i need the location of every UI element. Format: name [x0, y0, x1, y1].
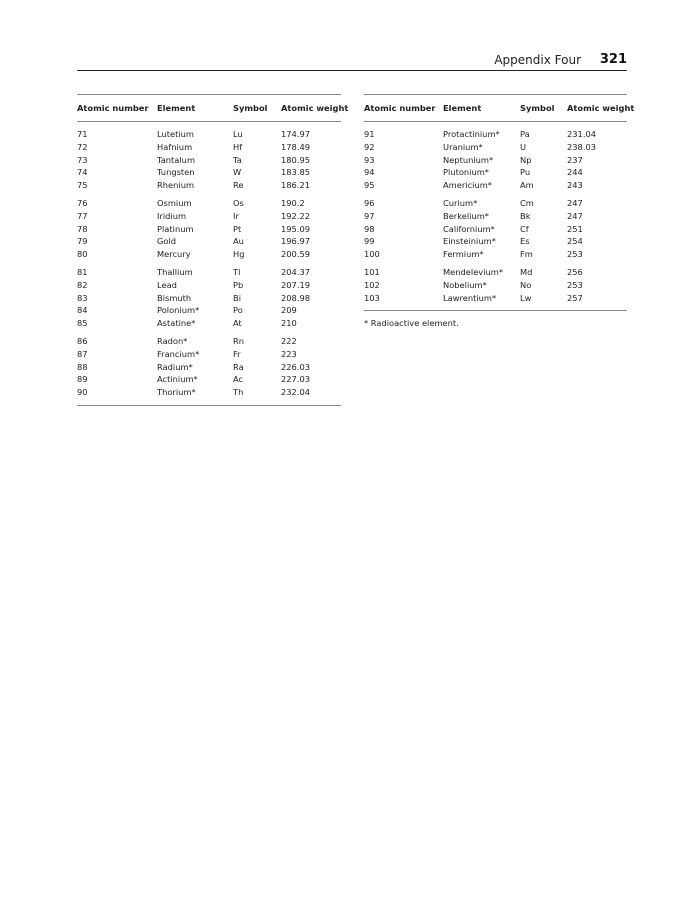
atomic-number-cell: 88 [77, 361, 88, 372]
element-cell: Gold [157, 236, 177, 247]
header-symbol: Symbol [520, 103, 555, 113]
element-cell: Astatine* [157, 318, 196, 329]
element-cell: Lawrentium* [443, 292, 497, 303]
element-cell: Mercury [157, 249, 191, 260]
table-row [77, 236, 341, 249]
table-row [77, 387, 341, 400]
atomic-weight-cell: 256 [567, 266, 583, 277]
symbol-cell: Hg [233, 249, 245, 260]
atomic-number-cell: 81 [77, 266, 88, 277]
table-row [77, 211, 341, 224]
table-row [364, 267, 627, 280]
symbol-cell: No [520, 279, 532, 290]
atomic-weight-cell: 186.21 [281, 180, 311, 191]
symbol-cell: Pt [233, 223, 242, 234]
atomic-weight-cell: 238.03 [567, 141, 597, 152]
table-body [77, 122, 341, 400]
table-row [364, 249, 627, 262]
row-group [77, 336, 341, 400]
atomic-number-cell: 87 [77, 348, 88, 359]
table-row [77, 129, 341, 142]
table-row [364, 129, 627, 142]
element-cell: Thorium* [157, 387, 196, 398]
table-header [364, 95, 635, 122]
atomic-weight-cell: 196.97 [281, 236, 311, 247]
symbol-cell: Cm [520, 197, 534, 208]
element-cell: Neptunium* [443, 154, 494, 165]
table-row [364, 211, 627, 224]
element-cell: Actinium* [157, 374, 198, 385]
atomic-number-cell: 102 [364, 279, 380, 290]
header-atomic-number: Atomic number [364, 103, 436, 113]
element-cell: Tantalum [157, 154, 196, 165]
atomic-number-cell: 84 [77, 305, 88, 316]
symbol-cell: Ra [233, 361, 244, 372]
atomic-weight-cell: 204.37 [281, 266, 311, 277]
element-cell: Tungsten [157, 167, 195, 178]
atomic-number-cell: 83 [77, 292, 88, 303]
element-cell: Lutetium [157, 129, 194, 139]
atomic-weight-cell: 247 [567, 197, 583, 208]
table-row [364, 142, 627, 155]
atomic-number-cell: 89 [77, 374, 88, 385]
table-bottom-rule [77, 405, 341, 406]
table-row [77, 280, 341, 293]
atomic-weight-cell: 174.97 [281, 129, 311, 139]
atomic-number-cell: 74 [77, 167, 88, 178]
atomic-number-cell: 90 [77, 387, 88, 398]
table-row [77, 142, 341, 155]
header-atomic-number: Atomic number [77, 103, 149, 113]
atomic-number-cell: 91 [364, 129, 375, 139]
element-cell: Polonium* [157, 305, 200, 316]
element-cell: Osmium [157, 197, 192, 208]
symbol-cell: Cf [520, 223, 529, 234]
atomic-weight-cell: 227.03 [281, 374, 311, 385]
element-cell: Radon* [157, 335, 188, 346]
atomic-number-cell: 80 [77, 249, 88, 260]
element-table-right [364, 94, 635, 329]
element-cell: Fermium* [443, 249, 484, 260]
atomic-number-cell: 71 [77, 129, 88, 139]
atomic-number-cell: 92 [364, 141, 375, 152]
row-group [364, 267, 627, 305]
atomic-number-cell: 73 [77, 154, 88, 165]
atomic-weight-cell: 195.09 [281, 223, 311, 234]
atomic-weight-cell: 180.95 [281, 154, 311, 165]
symbol-cell: Ta [233, 154, 242, 165]
atomic-weight-cell: 243 [567, 180, 583, 191]
table-row [77, 180, 341, 193]
atomic-number-cell: 100 [364, 249, 380, 260]
symbol-cell: Bi [233, 292, 241, 303]
table-row [77, 198, 341, 211]
atomic-weight-cell: 222 [281, 335, 297, 346]
symbol-cell: Lu [233, 129, 243, 139]
atomic-weight-cell: 200.59 [281, 249, 311, 260]
table-row [77, 305, 341, 318]
symbol-cell: At [233, 318, 242, 329]
row-group [77, 198, 341, 262]
symbol-cell: Rn [233, 335, 245, 346]
symbol-cell: Po [233, 305, 243, 316]
table-row [77, 155, 341, 168]
atomic-number-cell: 77 [77, 210, 88, 221]
table-row [364, 280, 627, 293]
table-bottom-rule [364, 310, 627, 311]
row-group [364, 198, 627, 262]
element-cell: Thallium [157, 266, 193, 277]
atomic-weight-cell: 254 [567, 236, 583, 247]
atomic-number-cell: 101 [364, 266, 380, 277]
symbol-cell: Os [233, 197, 244, 208]
element-cell: Nobelium* [443, 279, 487, 290]
atomic-number-cell: 79 [77, 236, 88, 247]
table-row [364, 293, 627, 306]
header-symbol: Symbol [233, 103, 268, 113]
atomic-number-cell: 96 [364, 197, 375, 208]
table-row [77, 249, 341, 262]
element-cell: Plutonium* [443, 167, 489, 178]
symbol-cell: Am [520, 180, 534, 191]
atomic-weight-cell: 210 [281, 318, 297, 329]
element-cell: Radium* [157, 361, 193, 372]
atomic-number-cell: 72 [77, 141, 88, 152]
atomic-weight-cell: 232.04 [281, 387, 311, 398]
atomic-weight-cell: 253 [567, 249, 583, 260]
element-cell: Iridium [157, 210, 187, 221]
header-element: Element [443, 103, 482, 113]
table-row [77, 349, 341, 362]
table-row [364, 236, 627, 249]
atomic-number-cell: 97 [364, 210, 375, 221]
table-row [77, 362, 341, 375]
atomic-number-cell: 78 [77, 223, 88, 234]
element-cell: Uranium* [443, 141, 483, 152]
atomic-weight-cell: 208.98 [281, 292, 311, 303]
atomic-number-cell: 76 [77, 197, 88, 208]
running-head [77, 51, 627, 69]
atomic-weight-cell: 192.22 [281, 210, 311, 221]
table-row [77, 318, 341, 331]
atomic-number-cell: 82 [77, 279, 88, 290]
table-row [364, 224, 627, 237]
table-row [364, 180, 627, 193]
symbol-cell: Th [233, 387, 244, 398]
table-row [364, 198, 627, 211]
element-table-left [77, 94, 349, 406]
symbol-cell: Ir [233, 210, 239, 221]
symbol-cell: Pa [520, 129, 530, 139]
symbol-cell: Lw [520, 292, 532, 303]
symbol-cell: Pb [233, 279, 244, 290]
atomic-weight-cell: 178.49 [281, 141, 311, 152]
table-header [77, 95, 349, 122]
table-body [364, 122, 627, 305]
atomic-number-cell: 85 [77, 318, 88, 329]
atomic-weight-cell: 223 [281, 348, 297, 359]
header-atomic-weight: Atomic weight [567, 103, 635, 113]
section-title: Appendix Four [494, 53, 581, 67]
atomic-number-cell: 98 [364, 223, 375, 234]
symbol-cell: Bk [520, 210, 531, 221]
atomic-weight-cell: 226.03 [281, 361, 311, 372]
symbol-cell: W [233, 167, 242, 178]
element-cell: Curium* [443, 197, 478, 208]
atomic-number-cell: 86 [77, 335, 88, 346]
atomic-weight-cell: 244 [567, 167, 583, 178]
symbol-cell: Tl [233, 266, 241, 277]
atomic-weight-cell: 237 [567, 154, 583, 165]
atomic-weight-cell: 209 [281, 305, 297, 316]
atomic-number-cell: 94 [364, 167, 375, 178]
element-cell: Rhenium [157, 180, 195, 191]
row-group [77, 267, 341, 331]
atomic-weight-cell: 257 [567, 292, 583, 303]
element-cell: Berkelium* [443, 210, 489, 221]
atomic-weight-cell: 231.04 [567, 129, 597, 139]
atomic-weight-cell: 247 [567, 210, 583, 221]
element-cell: Einsteinium* [443, 236, 496, 247]
element-cell: Protactinium* [443, 129, 500, 139]
atomic-number-cell: 75 [77, 180, 88, 191]
atomic-number-cell: 93 [364, 154, 375, 165]
table-row [77, 293, 341, 306]
symbol-cell: Ac [233, 374, 244, 385]
symbol-cell: Pu [520, 167, 531, 178]
symbol-cell: Au [233, 236, 244, 247]
element-cell: Bismuth [157, 292, 192, 303]
atomic-weight-cell: 207.19 [281, 279, 311, 290]
element-cell: Hafnium [157, 141, 193, 152]
atomic-weight-cell: 253 [567, 279, 583, 290]
table-row [364, 155, 627, 168]
header-atomic-weight: Atomic weight [281, 103, 349, 113]
symbol-cell: Re [233, 180, 244, 191]
header-rule [77, 70, 627, 71]
element-cell: Mendelevium* [443, 266, 504, 277]
table-row [77, 224, 341, 237]
table-row [77, 374, 341, 387]
table-row [364, 167, 627, 180]
symbol-cell: Es [520, 236, 530, 247]
element-cell: Platinum [157, 223, 194, 234]
table-row [77, 267, 341, 280]
atomic-weight-cell: 251 [567, 223, 583, 234]
atomic-number-cell: 99 [364, 236, 375, 247]
symbol-cell: U [520, 141, 527, 152]
element-cell: Lead [157, 279, 177, 290]
header-element: Element [157, 103, 196, 113]
atomic-number-cell: 103 [364, 292, 380, 303]
atomic-number-cell: 95 [364, 180, 375, 191]
footnote: * Radioactive element. [364, 318, 459, 329]
atomic-weight-cell: 183.85 [281, 167, 311, 178]
row-group [77, 129, 341, 193]
table-row [77, 336, 341, 349]
row-group [364, 129, 627, 193]
symbol-cell: Fm [520, 249, 533, 260]
symbol-cell: Fr [233, 348, 241, 359]
page-number: 321 [599, 52, 627, 67]
atomic-weight-cell: 190.2 [281, 197, 305, 208]
symbol-cell: Hf [233, 141, 243, 152]
table-row [77, 167, 341, 180]
element-cell: Americium* [443, 180, 492, 191]
element-cell: Francium* [157, 348, 200, 359]
symbol-cell: Np [520, 154, 532, 165]
element-cell: Californium* [443, 223, 495, 234]
symbol-cell: Md [520, 266, 533, 277]
